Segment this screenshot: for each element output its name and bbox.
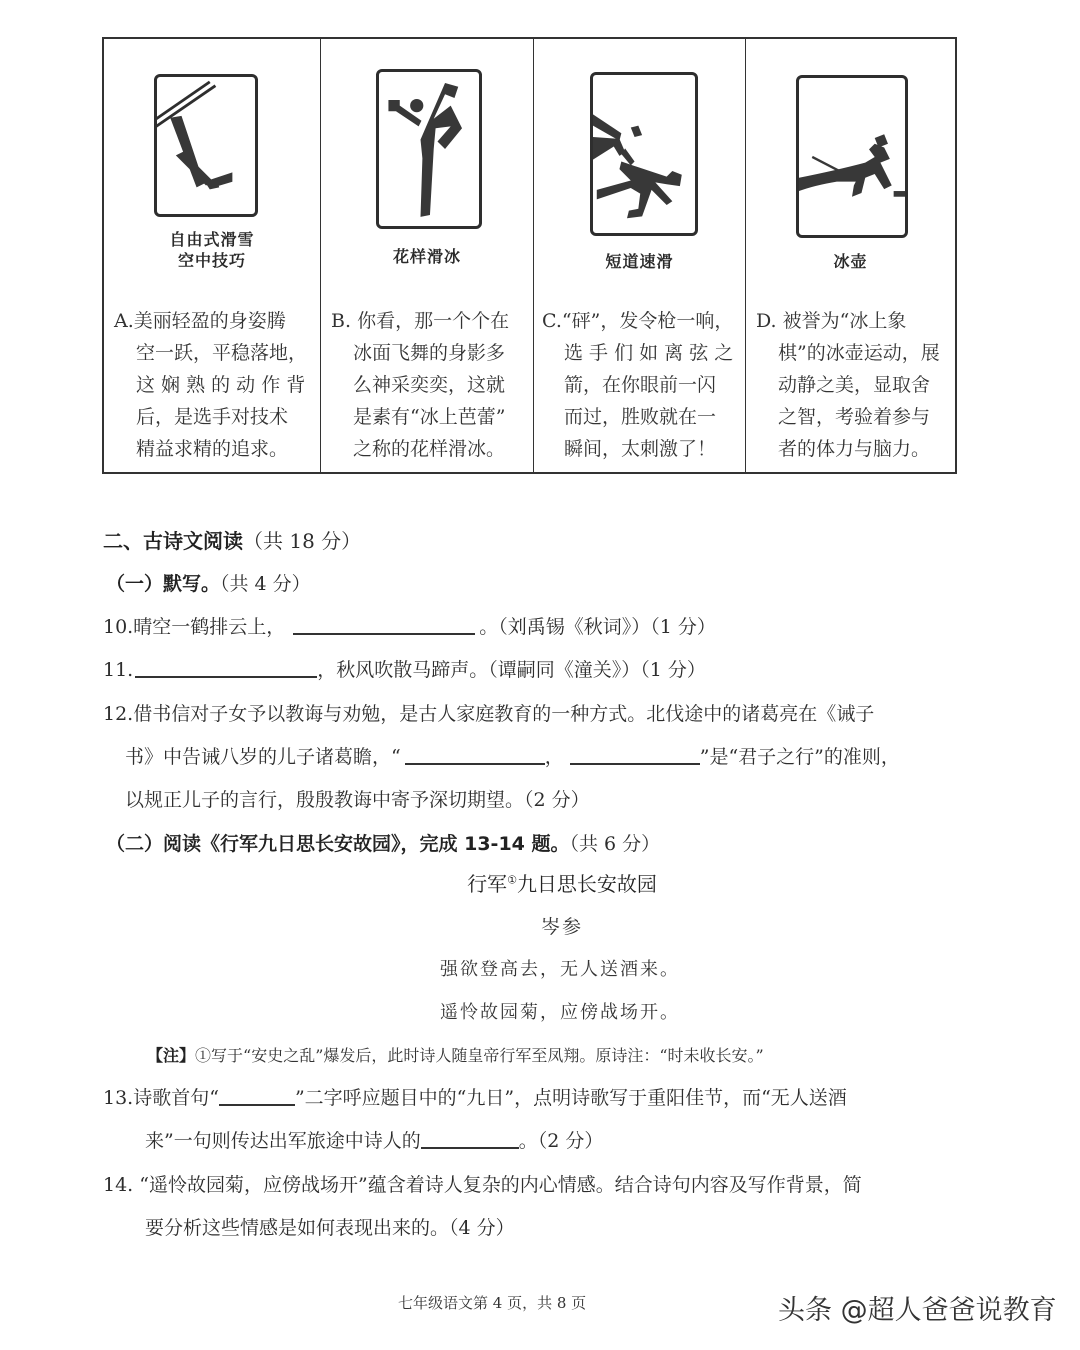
option-letter: D. <box>756 310 777 332</box>
part2-heading <box>106 830 660 858</box>
question-number: 13. <box>103 1087 134 1109</box>
desc-line: 选 手 们 如 离 弦 之 <box>564 342 734 364</box>
answer-blank[interactable] <box>405 743 545 765</box>
sport-name-line: 短道速滑 <box>605 252 674 271</box>
question-14-line1 <box>103 1171 862 1199</box>
answer-blank[interactable] <box>293 613 475 635</box>
poem-title-text: 九日思长安故园 <box>516 872 657 896</box>
question-text: 来”一句则传达出军旅途中诗人的 <box>145 1130 421 1152</box>
question-14-line2 <box>145 1214 515 1242</box>
desc-line: 瞬间，太刺激了！ <box>564 438 717 460</box>
question-text: 。（2 分） <box>518 1130 604 1152</box>
figure-skater-icon <box>376 69 482 229</box>
desc-line: 美丽轻盈的身姿腾 <box>133 310 286 332</box>
note-label: 【注】 <box>147 1046 196 1065</box>
poem-line: 强欲登高去，无人送酒来。 <box>440 959 680 980</box>
option-b-description <box>331 305 509 465</box>
note-text: ①写于“安史之乱”爆发后，此时诗人随皇帝行军至凤翔。原诗注：“时未收长安。” <box>195 1046 764 1065</box>
desc-line: 冰面飞舞的身影多 <box>353 342 506 364</box>
poem-line: 遥怜故园菊，应傍战场开。 <box>440 1002 680 1023</box>
question-text: 晴空一鹤排云上， <box>133 616 286 638</box>
question-text: ”二字呼应题目中的“九日”，点明诗歌写于重阳佳节，而“无人送酒 <box>294 1087 847 1109</box>
desc-line: 动静之美，显取舍 <box>778 374 931 396</box>
section-score: （共 18 分） <box>243 529 362 553</box>
answer-blank[interactable] <box>219 1084 295 1106</box>
question-number: 11. <box>103 659 134 681</box>
desc-line: 之智，考验着参与 <box>778 406 931 428</box>
question-12-line2 <box>125 743 900 771</box>
question-text: “遥怜故园菊，应傍战场开”蕴含着诗人复杂的内心情感。结合诗句内容及写作背景，简 <box>139 1174 862 1196</box>
option-d-description <box>756 305 940 465</box>
desc-line: 空一跃，平稳落地， <box>136 342 308 364</box>
question-13-line2 <box>145 1127 603 1155</box>
desc-line: 是素有“冰上芭蕾” <box>353 406 506 428</box>
question-text: ， <box>544 746 564 768</box>
sport-name-aerials <box>104 229 320 271</box>
question-13-line1 <box>103 1084 847 1112</box>
part-title: （二）阅读《行军九日思长安故园》，完成 13-14 题。 <box>106 833 570 855</box>
sport-name-curling <box>746 251 955 272</box>
poem-title <box>22 868 1080 897</box>
curling-player-icon <box>796 75 908 238</box>
question-number: 10. <box>103 616 134 638</box>
question-text: ，秋风吹散马蹄声。（谭嗣同《潼关》）（1 分） <box>317 659 706 681</box>
page-footer: 七年级语文第 4 页，共 8 页 <box>398 1294 587 1312</box>
part-score: （共 4 分） <box>220 573 311 595</box>
option-letter: C. <box>542 310 562 332</box>
sport-name-figure-skating <box>321 246 533 267</box>
question-text: ”是“君子之行”的准则， <box>699 746 900 768</box>
sport-name-short-track <box>534 251 745 272</box>
desc-line: 你看，那一个个在 <box>357 310 510 332</box>
desc-line: 棋”的冰壶运动，展 <box>778 342 940 364</box>
question-text: 。（刘禹锡《秋词》）（1 分） <box>479 616 716 638</box>
sport-name-line: 冰壶 <box>833 252 868 271</box>
desc-line: 后，是选手对技术 <box>136 406 289 428</box>
question-text: 要分析这些情感是如何表现出来的。（4 分） <box>145 1217 515 1239</box>
part-title: （一）默写。 <box>106 573 221 595</box>
desc-line: 者的体力与脑力。 <box>778 438 931 460</box>
desc-line: 箭，在你眼前一闪 <box>564 374 717 396</box>
desc-line: “砰”，发令枪一响， <box>561 310 734 332</box>
option-a-description <box>114 305 307 465</box>
desc-line: 么神采奕奕，这就 <box>353 374 506 396</box>
part1-heading <box>106 570 311 598</box>
question-12-line3 <box>125 786 590 814</box>
desc-line: 而过，胜败就在一 <box>564 406 717 428</box>
sport-name-line: 自由式滑雪 <box>169 230 255 249</box>
part-score: （共 6 分） <box>569 833 661 855</box>
question-text: 借书信对子女予以教诲与劝勉，是古人家庭教育的一种方式。北伐途中的诸葛亮在《诫子 <box>133 703 875 725</box>
poem-title-text: 行军 <box>467 872 508 896</box>
question-text: 以规正儿子的言行，殷殷教诲中寄予深切期望。（2 分） <box>125 789 590 811</box>
aerials-skier-icon <box>154 74 258 217</box>
option-c-description <box>542 305 733 465</box>
answer-blank[interactable] <box>570 743 700 765</box>
desc-line: 之称的花样滑冰。 <box>353 438 506 460</box>
table-column-d <box>746 39 955 472</box>
question-number: 12. <box>103 703 134 725</box>
desc-line: 精益求精的追求。 <box>136 438 289 460</box>
sport-name-line: 花样滑冰 <box>392 247 461 266</box>
option-letter: A. <box>114 310 134 332</box>
footnote-marker: ① <box>507 873 517 887</box>
table-column-b <box>321 39 534 472</box>
speed-skaters-icon <box>590 72 698 236</box>
answer-blank[interactable] <box>421 1127 519 1149</box>
winter-sports-table <box>102 37 957 474</box>
question-11 <box>103 656 706 684</box>
question-number: 14. <box>103 1174 134 1196</box>
desc-line: 这 娴 熟 的 动 作 背 <box>136 374 306 396</box>
table-column-c <box>534 39 746 472</box>
question-text: 书》中告诫八岁的儿子诸葛瞻，“ <box>125 746 401 768</box>
section-title: 二、古诗文阅读 <box>103 529 243 553</box>
desc-line: 被誉为“冰上象 <box>782 310 907 332</box>
question-12-line1 <box>103 700 874 728</box>
poem-author: 岑参 <box>540 916 583 938</box>
sport-name-line: 空中技巧 <box>177 251 246 270</box>
section-heading <box>103 527 361 555</box>
watermark: 头条 @超人爸爸说教育 <box>778 1295 1057 1326</box>
option-letter: B. <box>331 310 352 332</box>
question-10 <box>103 613 716 641</box>
answer-blank[interactable] <box>135 656 317 678</box>
question-text: 诗歌首句“ <box>133 1087 219 1109</box>
poem-note <box>147 1042 764 1070</box>
table-column-a <box>104 39 321 472</box>
